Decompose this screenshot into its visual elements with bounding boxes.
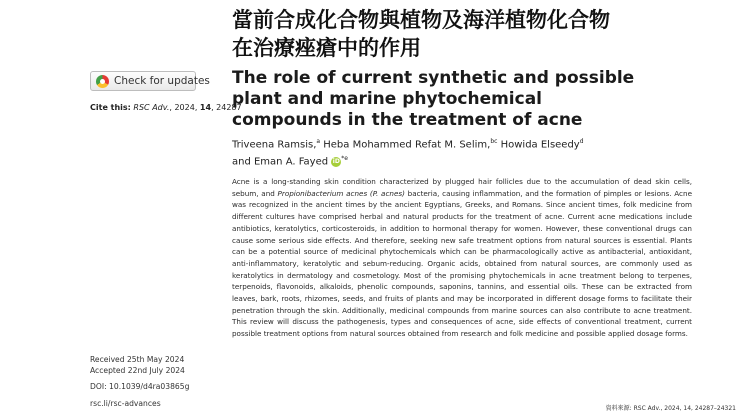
- author-affiliation: *e: [341, 155, 348, 163]
- cite-volume: 14: [199, 103, 212, 112]
- abstract: [232, 176, 692, 340]
- chinese-title: [232, 6, 610, 62]
- author-name[interactable]: Howida Elseedy: [497, 139, 580, 151]
- doi-link[interactable]: DOI: 10.1039/d4ra03865g: [90, 382, 190, 391]
- crossmark-icon: [96, 75, 109, 88]
- chinese-title-line-2: 在治療痤瘡中的作用: [232, 36, 421, 60]
- author-name[interactable]: and Eman A. Fayed: [232, 156, 329, 168]
- author-line-2: [232, 152, 672, 169]
- cite-page: , 24287: [211, 103, 242, 112]
- check-for-updates-label: Check for updates: [114, 75, 210, 87]
- journal-url-link[interactable]: rsc.li/rsc-advances: [90, 399, 161, 408]
- received-date: Received 25th May 2024: [90, 355, 185, 364]
- author-affiliation: a: [316, 138, 321, 145]
- cite-prefix: Cite this:: [90, 103, 131, 112]
- author-name[interactable]: Triveena Ramsis,: [232, 139, 317, 151]
- check-for-updates-button[interactable]: [90, 71, 210, 91]
- chinese-title-line-1: 當前合成化合物與植物及海洋植物化合物: [232, 8, 610, 32]
- citation: [90, 103, 242, 112]
- author-list: [232, 135, 672, 170]
- article-title: The role of current synthetic and possible plant and marine phytochemical compounds in the treatment of acne: [232, 68, 635, 130]
- abstract-species: Propionibacterium acnes (P. acnes): [277, 188, 405, 198]
- author-affiliation: bc: [490, 138, 498, 145]
- author-name[interactable]: Heba Mohammed Refat M. Selim,: [320, 139, 491, 151]
- source-note: 資料來源: RSC Adv., 2024, 14, 24287–24321: [605, 405, 736, 412]
- accepted-date: Accepted 22nd July 2024: [90, 366, 185, 375]
- author-line-1: [232, 135, 672, 152]
- author-affiliation: d: [579, 138, 584, 145]
- cite-year: , 2024,: [169, 103, 198, 112]
- abstract-text-2: bacteria, causing inflammation, and the formation of pimples or lesions. Acne was recognized in the ancient times by the ancient Egyptians, Greeks, and Romans. Since ancient times, folk medicine from different cultures have comprised herbal and natural products for the treatment of acne. Current acne medications include antibiotics, keratolytics, corticosteroids, in addition to hormonal therapy for women. However, these conventional drugs can cause some serious side effects. And therefore, seeking new safe treatment options from natural sources is essential. Plants can be a potential source of medicinal phytochemicals which can be pharmacologically active as antibacterial, antioxidant, anti-inflammatory, keratolytic and sebum-reducing. Organic acids, obtained from natural sources, are commonly used as keratolytics in dermatology and cosmetology. Most of the promising phytochemicals in acne treatment belong to terpenes, terpenoids, flavonoids, alkaloids, phenolic compounds, saponins, tannins, and essential oils. These can be extracted from leaves, bark, roots, rhizomes, seeds, and fruits of plants and may be incorporated in different dosage forms to facilitate their penetration through the skin. Additionally, medicinal compounds from marine sources can also contribute to acne treatment. This review will discuss the pathogenesis, types and consequences of acne, side effects of conventional treatment, current possible treatment options from natural sources obtained from research and folk medicine and possible applied dosage forms.: [232, 188, 692, 339]
- cite-journal: RSC Adv.: [133, 103, 170, 112]
- abstract-text-1: Acne is a long-standing skin condition characterized by plugged hair follicles due to the accumulation of dead skin cells, sebum, and: [232, 177, 692, 198]
- orcid-icon[interactable]: iD: [332, 157, 340, 165]
